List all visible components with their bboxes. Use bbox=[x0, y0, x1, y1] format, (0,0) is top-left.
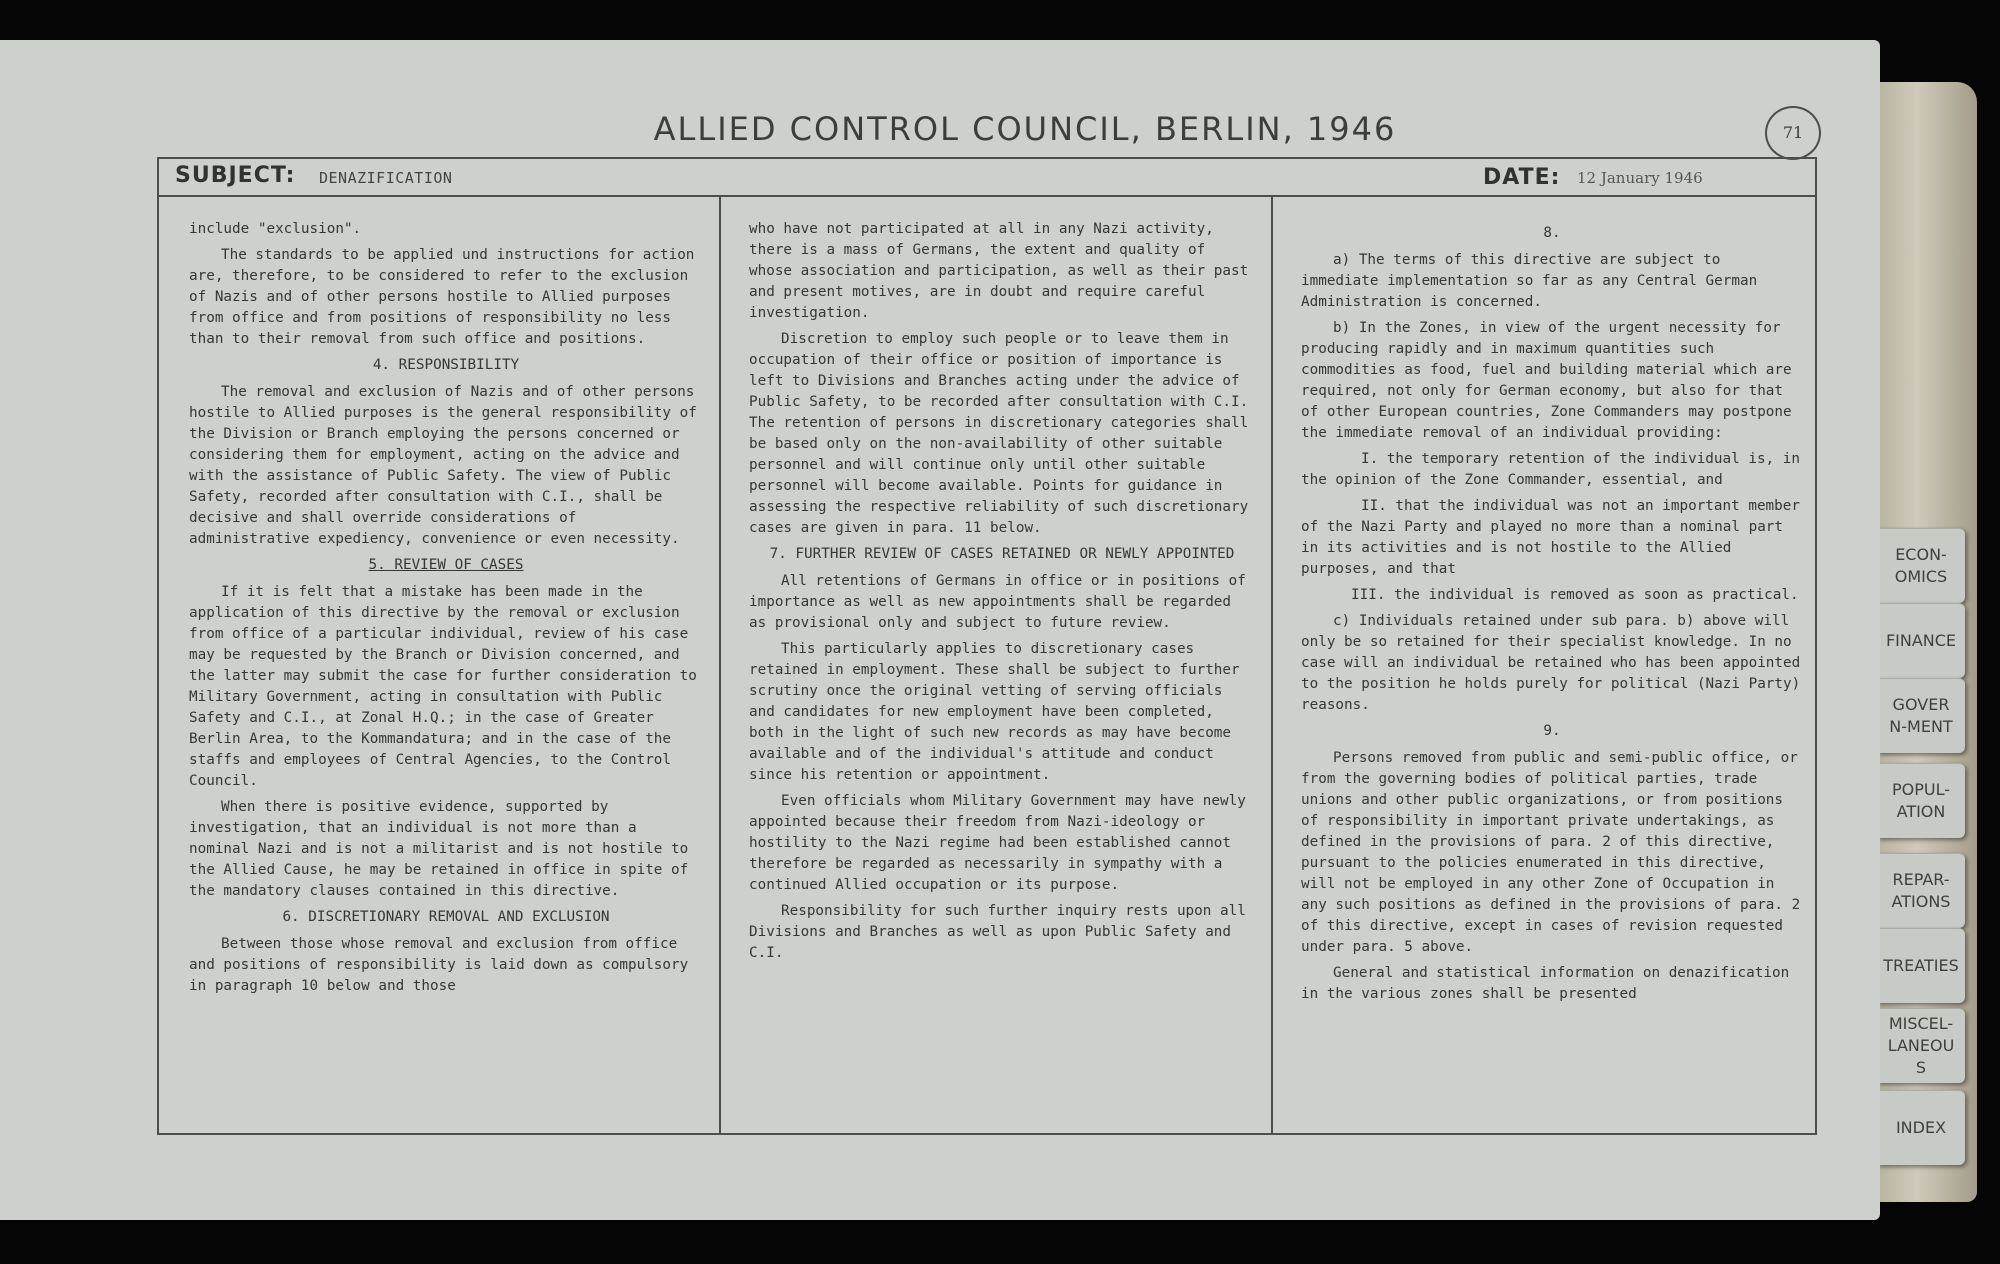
tab-population[interactable] bbox=[1877, 763, 1965, 838]
paragraph: Discretion to employ such people or to leave them in occupation of their office or position of importance is left to Divisions and Branches acting under the advice of Public Safety, to be recorded after consultation with C.I. The retention of persons in discretionary categories shall be based only on the non-availability of other suitable personnel and will continue only until other suitable personnel will become available. Points for guidance in assessing the respective reliability of such discretionary cases are given in para. 11 below. bbox=[749, 331, 1249, 536]
section-heading: 8. bbox=[1543, 225, 1561, 241]
paragraph: III. the individual is removed as soon as practical. bbox=[1351, 587, 1799, 603]
paragraph: c) Individuals retained under sub para. b) above will only be so retained for their specialist knowledge. In no case will an individual be retained who has been appointed to the position he holds purely for political (Nazi Party) reasons. bbox=[1301, 613, 1801, 713]
subject-value: DENAZIFICATION bbox=[319, 169, 453, 187]
section-heading: 9. bbox=[1543, 723, 1561, 739]
tab-label: FINANCE bbox=[1885, 631, 1957, 650]
paragraph: If it is felt that a mistake has been made in the application of this directive by the removal or exclusion from office of a particular individual, review of his case may be requested by the Branch or Division concerned, and the latter may submit the case for further consideration to Military Government, acting in consultation with Public Safety and C.I., at Zonal H.Q.; in the case of Greater Berlin Area, to the Kommandatura; and in the case of the staffs and employees of Central Agencies, to the Control Council. bbox=[189, 584, 697, 789]
subject-label: SUBJECT: bbox=[175, 163, 296, 188]
page-number: 71 bbox=[1765, 106, 1821, 160]
column-left bbox=[159, 197, 721, 1133]
paragraph: who have not participated at all in any Nazi activity, there is a mass of Germans, the extent and quality of whose association and participation, as well as their past and present motives, are in doubt and require careful investigation. bbox=[749, 221, 1249, 321]
date-label: DATE: bbox=[1483, 165, 1561, 190]
tab-label: ECON-OMICS bbox=[1894, 545, 1948, 586]
paragraph: All retentions of Germans in office or in positions of importance as well as new appointments shall be regarded as provisional only and subject to future review. bbox=[749, 573, 1246, 631]
tab-label: REPAR-ATIONS bbox=[1891, 870, 1951, 911]
tab-reparations[interactable] bbox=[1877, 853, 1965, 928]
section-heading: 7. FURTHER REVIEW OF CASES RETAINED OR NEWLY APPOINTED bbox=[769, 546, 1235, 562]
subject-row bbox=[159, 159, 1815, 197]
section-heading: 5. REVIEW OF CASES bbox=[368, 557, 524, 573]
paragraph: This particularly applies to discretionary cases retained in employment. These shall be subject to further scrutiny once the original vetting of serving officials and candidates for new employment have been completed, both in the light of such new records as may have become available and of the individual's attitude and conduct since his retention or appointment. bbox=[749, 641, 1240, 783]
tab-label: MISCEL-LANEOUS bbox=[1887, 1014, 1955, 1077]
paragraph: b) In the Zones, in view of the urgent necessity for producing rapidly and in maximum quantities such commodities as food, fuel and building material which are required, not only for German economy, but also for that of other European countries, Zone Commanders may postpone the immediate removal of an individual providing: bbox=[1301, 320, 1792, 441]
tab-government[interactable] bbox=[1877, 678, 1965, 753]
paragraph: include "exclusion". bbox=[189, 221, 362, 237]
paragraph: Between those whose removal and exclusion from office and positions of responsibility is laid down as compulsory in paragraph 10 below and those bbox=[189, 936, 689, 994]
document-frame bbox=[157, 157, 1817, 1135]
column-right bbox=[1273, 197, 1819, 1133]
tab-index[interactable] bbox=[1877, 1090, 1965, 1165]
tab-label: TREATIES bbox=[1883, 956, 1959, 975]
tab-label: GOVERN-MENT bbox=[1889, 695, 1953, 736]
tab-miscellaneous[interactable] bbox=[1877, 1008, 1965, 1083]
tab-finance[interactable] bbox=[1877, 603, 1965, 678]
paragraph: a) The terms of this directive are subject to immediate implementation so far as any Central German Administration is concerned. bbox=[1301, 252, 1758, 310]
paragraph: II. that the individual was not an important member of the Nazi Party and played no more than a nominal part in its activities and is not hostile to the Allied purposes, and that bbox=[1301, 498, 1800, 577]
paragraph: When there is positive evidence, supported by investigation, that an individual is not more than a nominal Nazi and is not a militarist and is not hostile to the Allied Cause, he may be retained in office in spite of the mandatory clauses contained in this directive. bbox=[189, 799, 689, 899]
date-value: 12 January 1946 bbox=[1577, 169, 1703, 187]
paragraph: Persons removed from public and semi-public office, or from the governing bodies of political parties, trade unions and other public organizations, or from positions of responsibility in important private undertakings, as defined in the provisions of para. 2 of this directive, pursuant to the policies enumerated in this directive, will not be employed in any other Zone of Occupation in any such positions as defined in the provisions of para. 2 of this directive, except in cases of revision requested under para. 5 above. bbox=[1301, 750, 1801, 955]
section-heading: 6. DISCRETIONARY REMOVAL AND EXCLUSION bbox=[282, 909, 610, 925]
paragraph: General and statistical information on denazification in the various zones shall be presented bbox=[1301, 965, 1790, 1002]
tab-label: INDEX bbox=[1895, 1118, 1947, 1137]
paragraph: I. the temporary retention of the individual is, in the opinion of the Zone Commander, essential, and bbox=[1301, 451, 1800, 488]
section-heading: 4. RESPONSIBILITY bbox=[372, 357, 520, 373]
page-title: ALLIED CONTROL COUNCIL, BERLIN, 1946 bbox=[653, 110, 1397, 148]
paragraph: The standards to be applied und instructions for action are, therefore, to be considered to refer to the exclusion of Nazis and of other persons hostile to Allied purposes from office and from positions of responsibility no less than to their removal from such office and positions. bbox=[189, 247, 695, 347]
tab-label: POPUL-ATION bbox=[1891, 780, 1950, 821]
tab-treaties[interactable] bbox=[1877, 928, 1965, 1003]
paragraph: Responsibility for such further inquiry rests upon all Divisions and Branches as well as upon Public Safety and C.I. bbox=[749, 903, 1246, 961]
paragraph: The removal and exclusion of Nazis and of other persons hostile to Allied purposes is the general responsibility of the Division or Branch employing the persons concerned or considering them for employment, acting on the advice and with the assistance of Public Safety. The view of Public Safety, recorded after consultation with C.I., shall be decisive and shall override considerations of administrative expediency, convenience or even necessity. bbox=[189, 384, 697, 547]
column-middle bbox=[721, 197, 1273, 1133]
tab-economics[interactable] bbox=[1877, 528, 1965, 603]
paragraph: Even officials whom Military Government may have newly appointed because their freedom from Nazi-ideology or hostility to the Nazi regime had been established cannot therefore be regarded as necessarily in sympathy with a continued Allied occupation or its purpose. bbox=[749, 793, 1246, 893]
